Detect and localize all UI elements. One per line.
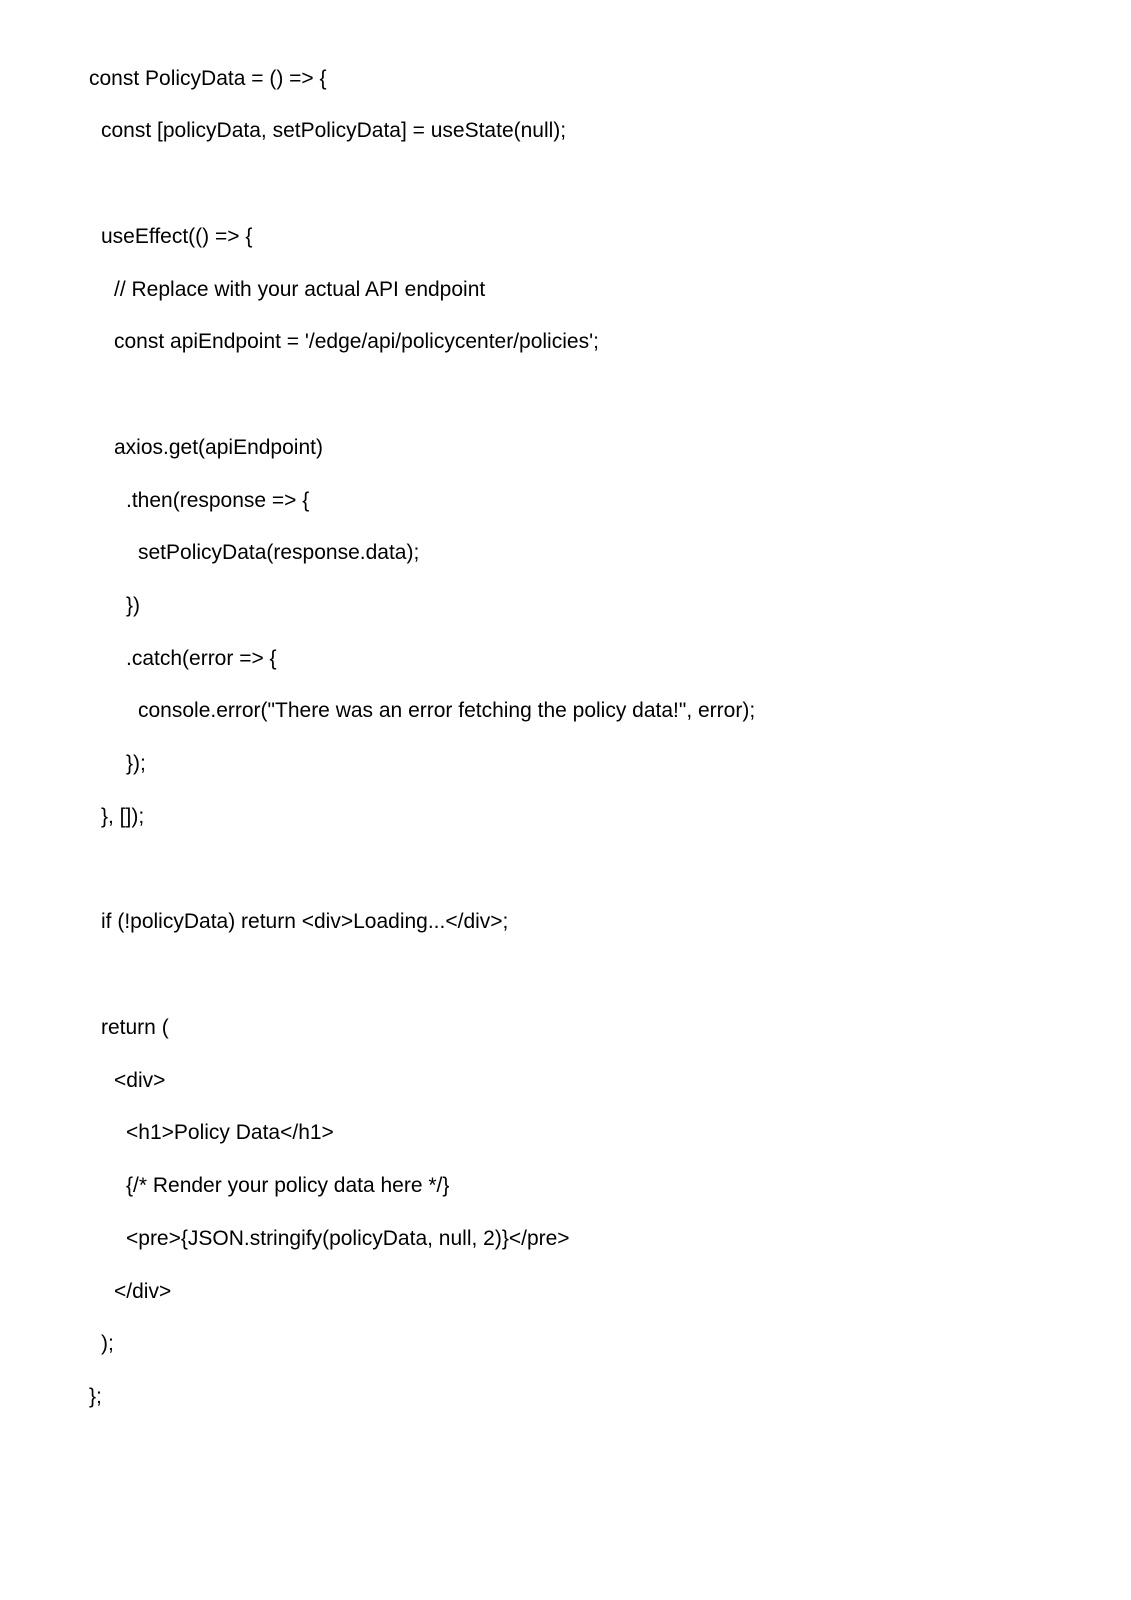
code-line-heading: <h1>Policy Data</h1>: [126, 1121, 334, 1144]
code-line-set-policy-data: setPolicyData(response.data);: [138, 541, 420, 564]
code-line-comment: // Replace with your actual API endpoint: [114, 278, 486, 301]
code-line-catch-close: });: [126, 752, 146, 775]
code-line-render-comment: {/* Render your policy data here */}: [126, 1174, 450, 1197]
code-line-return-close: );: [101, 1332, 114, 1355]
code-line-then-close: }): [126, 594, 141, 617]
code-line-component-declaration: const PolicyData = () => {: [89, 67, 327, 90]
code-line-console-error: console.error("There was an error fetching the policy data!", error);: [138, 699, 756, 722]
code-line-use-state: const [policyData, setPolicyData] = useState(null);: [101, 119, 567, 142]
code-line-use-effect-open: useEffect(() => {: [101, 225, 253, 248]
code-line-return-open: return (: [101, 1016, 169, 1039]
code-line-api-endpoint: const apiEndpoint = '/edge/api/policycenter/policies';: [114, 330, 599, 353]
code-line-use-effect-close: }, []);: [101, 805, 145, 828]
code-line-div-close: </div>: [114, 1280, 172, 1303]
code-line-div-open: <div>: [114, 1069, 166, 1092]
code-line-pre-json: <pre>{JSON.stringify(policyData, null, 2)}</pre>: [126, 1227, 570, 1250]
code-line-then-open: .then(response => {: [126, 489, 310, 512]
code-line-axios-get: axios.get(apiEndpoint): [114, 436, 323, 459]
code-line-component-close: };: [89, 1385, 102, 1408]
code-line-loading-guard: if (!policyData) return <div>Loading...</div>;: [101, 910, 509, 933]
code-line-catch-open: .catch(error => {: [126, 647, 277, 670]
